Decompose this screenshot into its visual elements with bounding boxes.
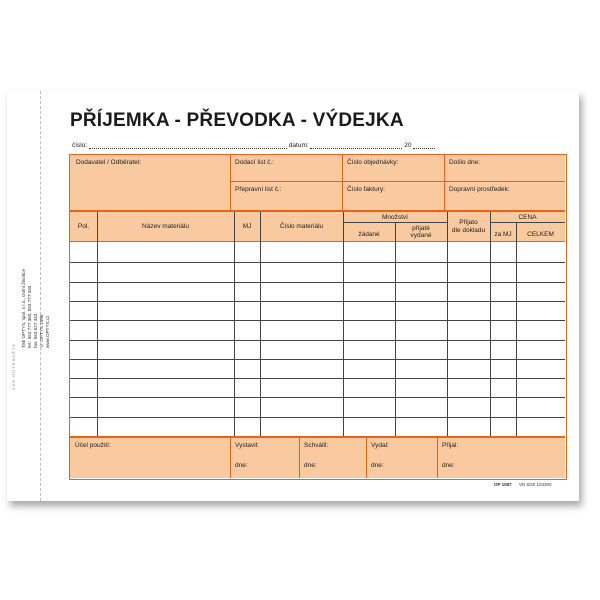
- col-pol: Pol.: [77, 223, 90, 230]
- vystavil-label: Vystavil:: [235, 442, 259, 449]
- table-row-rule: [70, 417, 565, 418]
- dodavatel-label: Dodavatel / Odběratel:: [76, 159, 142, 166]
- year-field[interactable]: [413, 142, 435, 149]
- col-dle-dokladu: dle dokladu: [451, 227, 486, 234]
- col-zadane: žádané: [358, 231, 380, 238]
- column-divider: [343, 212, 344, 436]
- table-row-rule: [70, 301, 565, 302]
- signature-divider: [366, 438, 367, 478]
- column-divider: [516, 222, 517, 436]
- col-celkem: CELKEM: [527, 231, 554, 238]
- form-grid: [69, 154, 567, 480]
- col-prijate: přijaté: [412, 225, 430, 232]
- header-divider: [230, 155, 231, 211]
- schvalil-dne-label: dne:: [304, 462, 317, 469]
- signature-divider: [299, 438, 300, 478]
- header-divider: [444, 155, 445, 211]
- signature-divider: [437, 438, 438, 478]
- table-row-rule: [70, 397, 565, 398]
- imprint-line: www.OPTYS.cz: [45, 315, 50, 348]
- col-mj: MJ: [242, 223, 252, 230]
- imprint-line: Tisk OPTYS, spol. s r.o., Dolní Životice: [21, 269, 26, 348]
- form-title: PŘÍJEMKA - PŘEVODKA - VÝDEJKA: [70, 110, 404, 131]
- imprint-line: © OPTYS 1996: [39, 314, 44, 348]
- ucel-label: Účel použití:: [75, 442, 111, 449]
- form-code: OP 1087: [494, 482, 512, 487]
- form-version: VD 6/20 104300: [519, 482, 552, 487]
- header-divider: [230, 181, 565, 182]
- vydal-dne-label: dne:: [371, 462, 384, 469]
- prijal-dne-label: dne:: [442, 462, 455, 469]
- dodaci-list-label: Dodací list č.:: [235, 159, 275, 166]
- table-row-rule: [70, 359, 565, 360]
- tear-off-stub: [7, 91, 50, 501]
- year-label: 20: [404, 142, 412, 149]
- column-divider: [490, 212, 491, 436]
- number-date-line: [72, 142, 435, 149]
- column-divider: [395, 222, 396, 436]
- col-mnozstvi: Množství: [381, 214, 408, 221]
- prijal-label: Přijal:: [442, 442, 459, 449]
- header-divider: [342, 155, 343, 211]
- signature-divider: [230, 438, 231, 478]
- col-prijato: Přijato: [459, 219, 478, 226]
- col-za-mj: za MJ: [494, 231, 512, 238]
- table-row-rule: [70, 262, 565, 263]
- cislo-field[interactable]: [89, 142, 287, 149]
- table-row-rule: [70, 378, 565, 379]
- schvalil-label: Schválil:: [304, 442, 329, 449]
- datum-label: datum:: [288, 142, 309, 149]
- table-row-rule: [70, 282, 565, 283]
- col-nazev: Název materiálu: [142, 223, 189, 230]
- table-row-rule: [70, 320, 565, 321]
- cislo-faktury-label: Číslo faktury:: [347, 186, 385, 193]
- dopravni-prostredek-label: Dopravní prostředek:: [449, 186, 510, 193]
- tear-off-label: ZDE ODTRHNĚTE: [11, 343, 16, 390]
- mnozstvi-subrule: [343, 222, 447, 223]
- datum-field[interactable]: [310, 142, 402, 149]
- col-cena: CENA: [518, 214, 537, 221]
- col-cislo-materialu: Číslo materiálu: [279, 223, 324, 230]
- imprint-line: tel.: 553 777 380, 553 777 333: [27, 285, 32, 348]
- cislo-objednavky-label: Číslo objednávky:: [347, 159, 399, 166]
- imprint-line: fax: 553 627 443: [33, 313, 38, 348]
- col-vydane: vydané: [410, 232, 432, 239]
- table-row-rule: [70, 340, 565, 341]
- column-divider: [260, 212, 261, 436]
- column-divider: [447, 212, 448, 436]
- prepravni-list-label: Přepravní list č.:: [235, 186, 282, 193]
- vydal-label: Vydal:: [371, 442, 389, 449]
- vystavil-dne-label: dne:: [235, 462, 248, 469]
- header-block: [70, 155, 565, 211]
- column-divider: [97, 212, 98, 436]
- printer-imprint: [21, 269, 51, 348]
- doslo-dne-label: Došlo dne:: [449, 159, 481, 166]
- cislo-label: číslo:: [72, 142, 88, 149]
- cena-subrule: [490, 222, 565, 223]
- column-divider: [234, 212, 235, 436]
